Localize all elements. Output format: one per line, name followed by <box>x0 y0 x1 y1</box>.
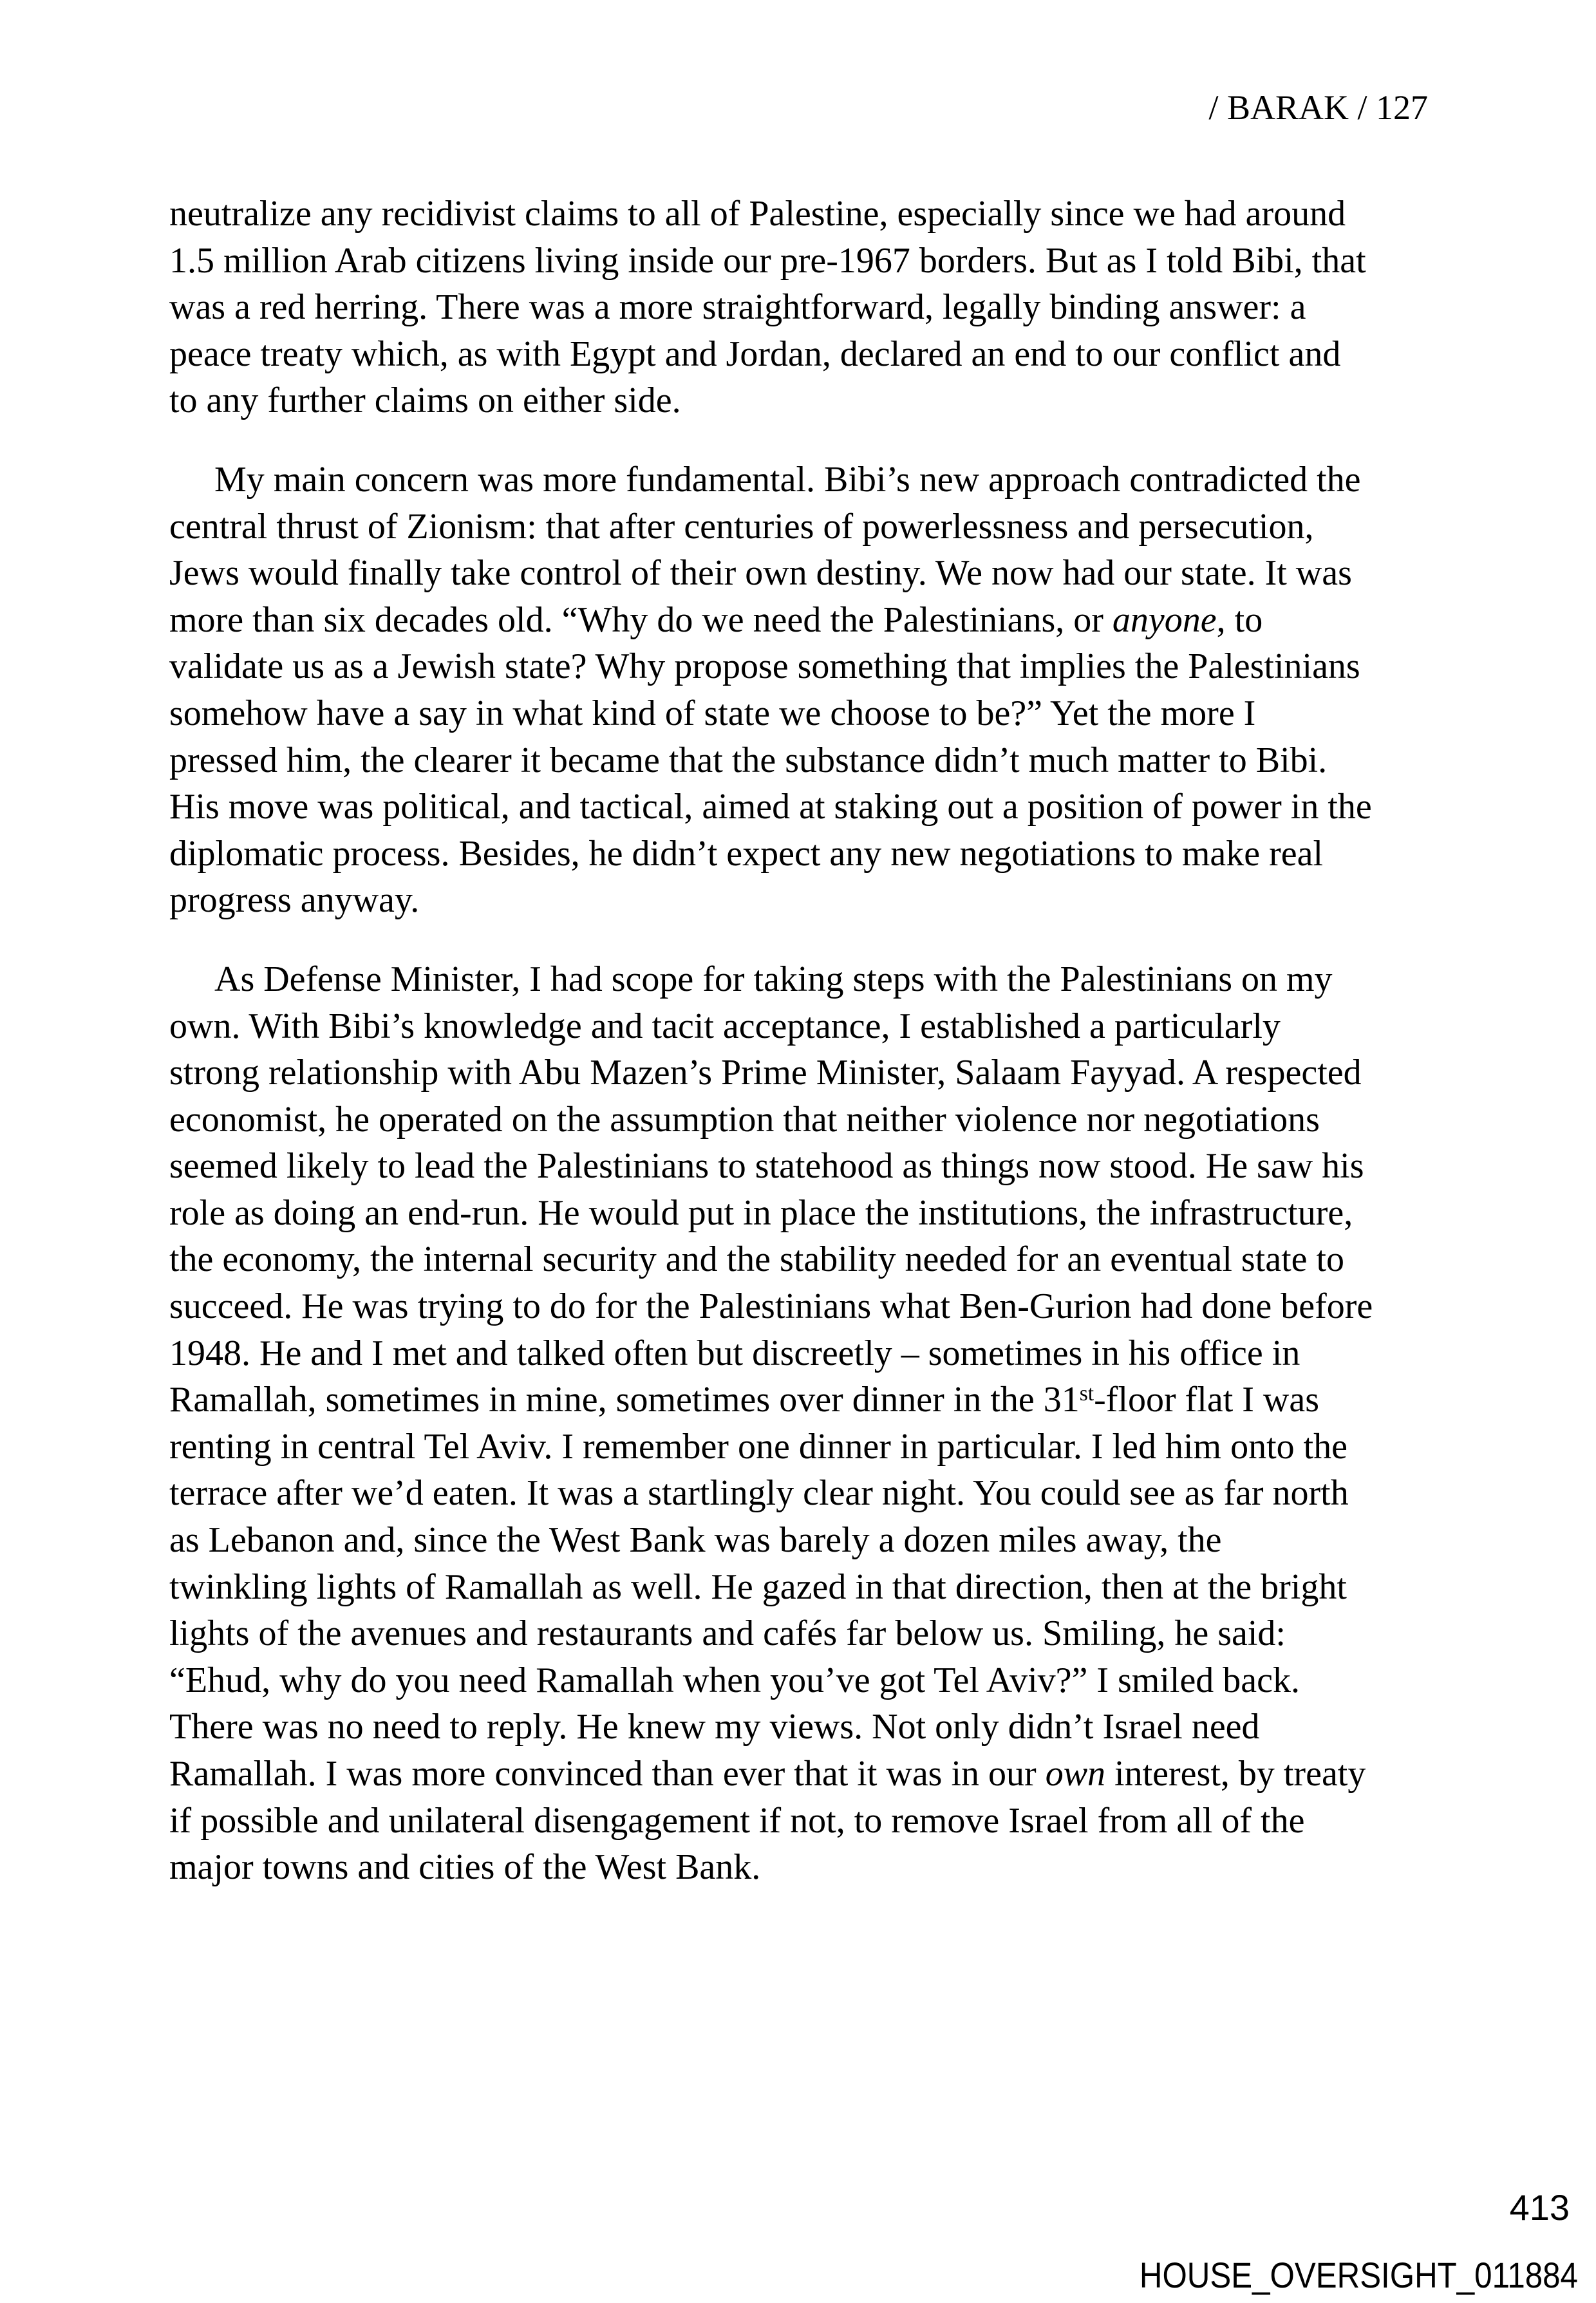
text-line: neutralize any recidivist claims to all of Palestine, especially since we had around <box>169 194 1346 234</box>
text-line: to any further claims on either side. <box>169 381 681 421</box>
text-line: Jews would finally take control of their own destiny. We now had our state. It was <box>169 553 1352 594</box>
text-line: was a red herring. There was a more straightforward, legally binding answer: a <box>169 287 1306 328</box>
page-number: 413 <box>1509 2187 1570 2228</box>
text-line: progress anyway. <box>169 880 420 921</box>
bates-stamp: HOUSE_OVERSIGHT_011884 <box>1139 2255 1578 2295</box>
text-line: pressed him, the clearer it became that the substance didn’t much matter to Bibi. <box>169 740 1328 780</box>
text-line: renting in central Tel Aviv. I remember one dinner in particular. I led him onto the <box>169 1426 1348 1467</box>
text-line: more than six decades old. “Why do we need the Palestinians, or anyone, to <box>169 599 1263 640</box>
text-line: His move was political, and tactical, aimed at staking out a position of power in the <box>169 787 1372 827</box>
text-line: major towns and cities of the West Bank. <box>169 1847 761 1888</box>
text-line: seemed likely to lead the Palestinians to statehood as things now stood. He saw his <box>169 1146 1364 1187</box>
body-text <box>169 191 1431 1891</box>
paragraph <box>169 456 1431 924</box>
text-line: There was no need to reply. He knew my views. Not only didn’t Israel need <box>169 1707 1260 1747</box>
text-line: 1948. He and I met and talked often but discreetly – sometimes in his office in <box>169 1333 1300 1373</box>
text-line: the economy, the internal security and the stability needed for an eventual state to <box>169 1239 1345 1280</box>
text-line: My main concern was more fundamental. Bibi’s new approach contradicted the <box>214 459 1361 500</box>
text-line: 1.5 million Arab citizens living inside our pre-1967 borders. But as I told Bibi, that <box>169 240 1366 281</box>
text-line: economist, he operated on the assumption that neither violence nor negotiations <box>169 1099 1320 1140</box>
text-line: Ramallah, sometimes in mine, sometimes over dinner in the 31st-floor flat I was <box>169 1380 1320 1420</box>
text-line: role as doing an end-run. He would put in place the institutions, the infrastructure, <box>169 1192 1353 1233</box>
text-line: central thrust of Zionism: that after centuries of powerlessness and persecution, <box>169 506 1314 547</box>
paragraph <box>169 191 1431 424</box>
text-line: terrace after we’d eaten. It was a startlingly clear night. You could see as far north <box>169 1473 1349 1514</box>
text-line: somehow have a say in what kind of state we choose to be?” Yet the more I <box>169 693 1256 733</box>
text-line: strong relationship with Abu Mazen’s Prime Minister, Salaam Fayyad. A respected <box>169 1053 1362 1093</box>
text-line: twinkling lights of Ramallah as well. He gazed in that direction, then at the bright <box>169 1566 1347 1607</box>
text-line: “Ehud, why do you need Ramallah when you’ve got Tel Aviv?” I smiled back. <box>169 1660 1300 1700</box>
text-line: diplomatic process. Besides, he didn’t expect any new negotiations to make real <box>169 833 1324 874</box>
text-line: Ramallah. I was more convinced than ever that it was in our own interest, by treaty <box>169 1754 1366 1794</box>
text-line: lights of the avenues and restaurants and cafés far below us. Smiling, he said: <box>169 1613 1286 1654</box>
text-line: As Defense Minister, I had scope for taking steps with the Palestinians on my <box>214 959 1333 999</box>
text-line: as Lebanon and, since the West Bank was barely a dozen miles away, the <box>169 1520 1222 1561</box>
text-line: validate us as a Jewish state? Why propose something that implies the Palestinians <box>169 646 1360 687</box>
text-line: peace treaty which, as with Egypt and Jordan, declared an end to our conflict and <box>169 334 1341 374</box>
page-header: / BARAK / 127 <box>1208 88 1428 127</box>
text-line: succeed. He was trying to do for the Palestinians what Ben-Gurion had done before <box>169 1286 1373 1327</box>
text-line: if possible and unilateral disengagement if not, to remove Israel from all of the <box>169 1800 1305 1841</box>
text-line: own. With Bibi’s knowledge and tacit acceptance, I established a particularly <box>169 1006 1281 1046</box>
paragraph <box>169 956 1431 1891</box>
